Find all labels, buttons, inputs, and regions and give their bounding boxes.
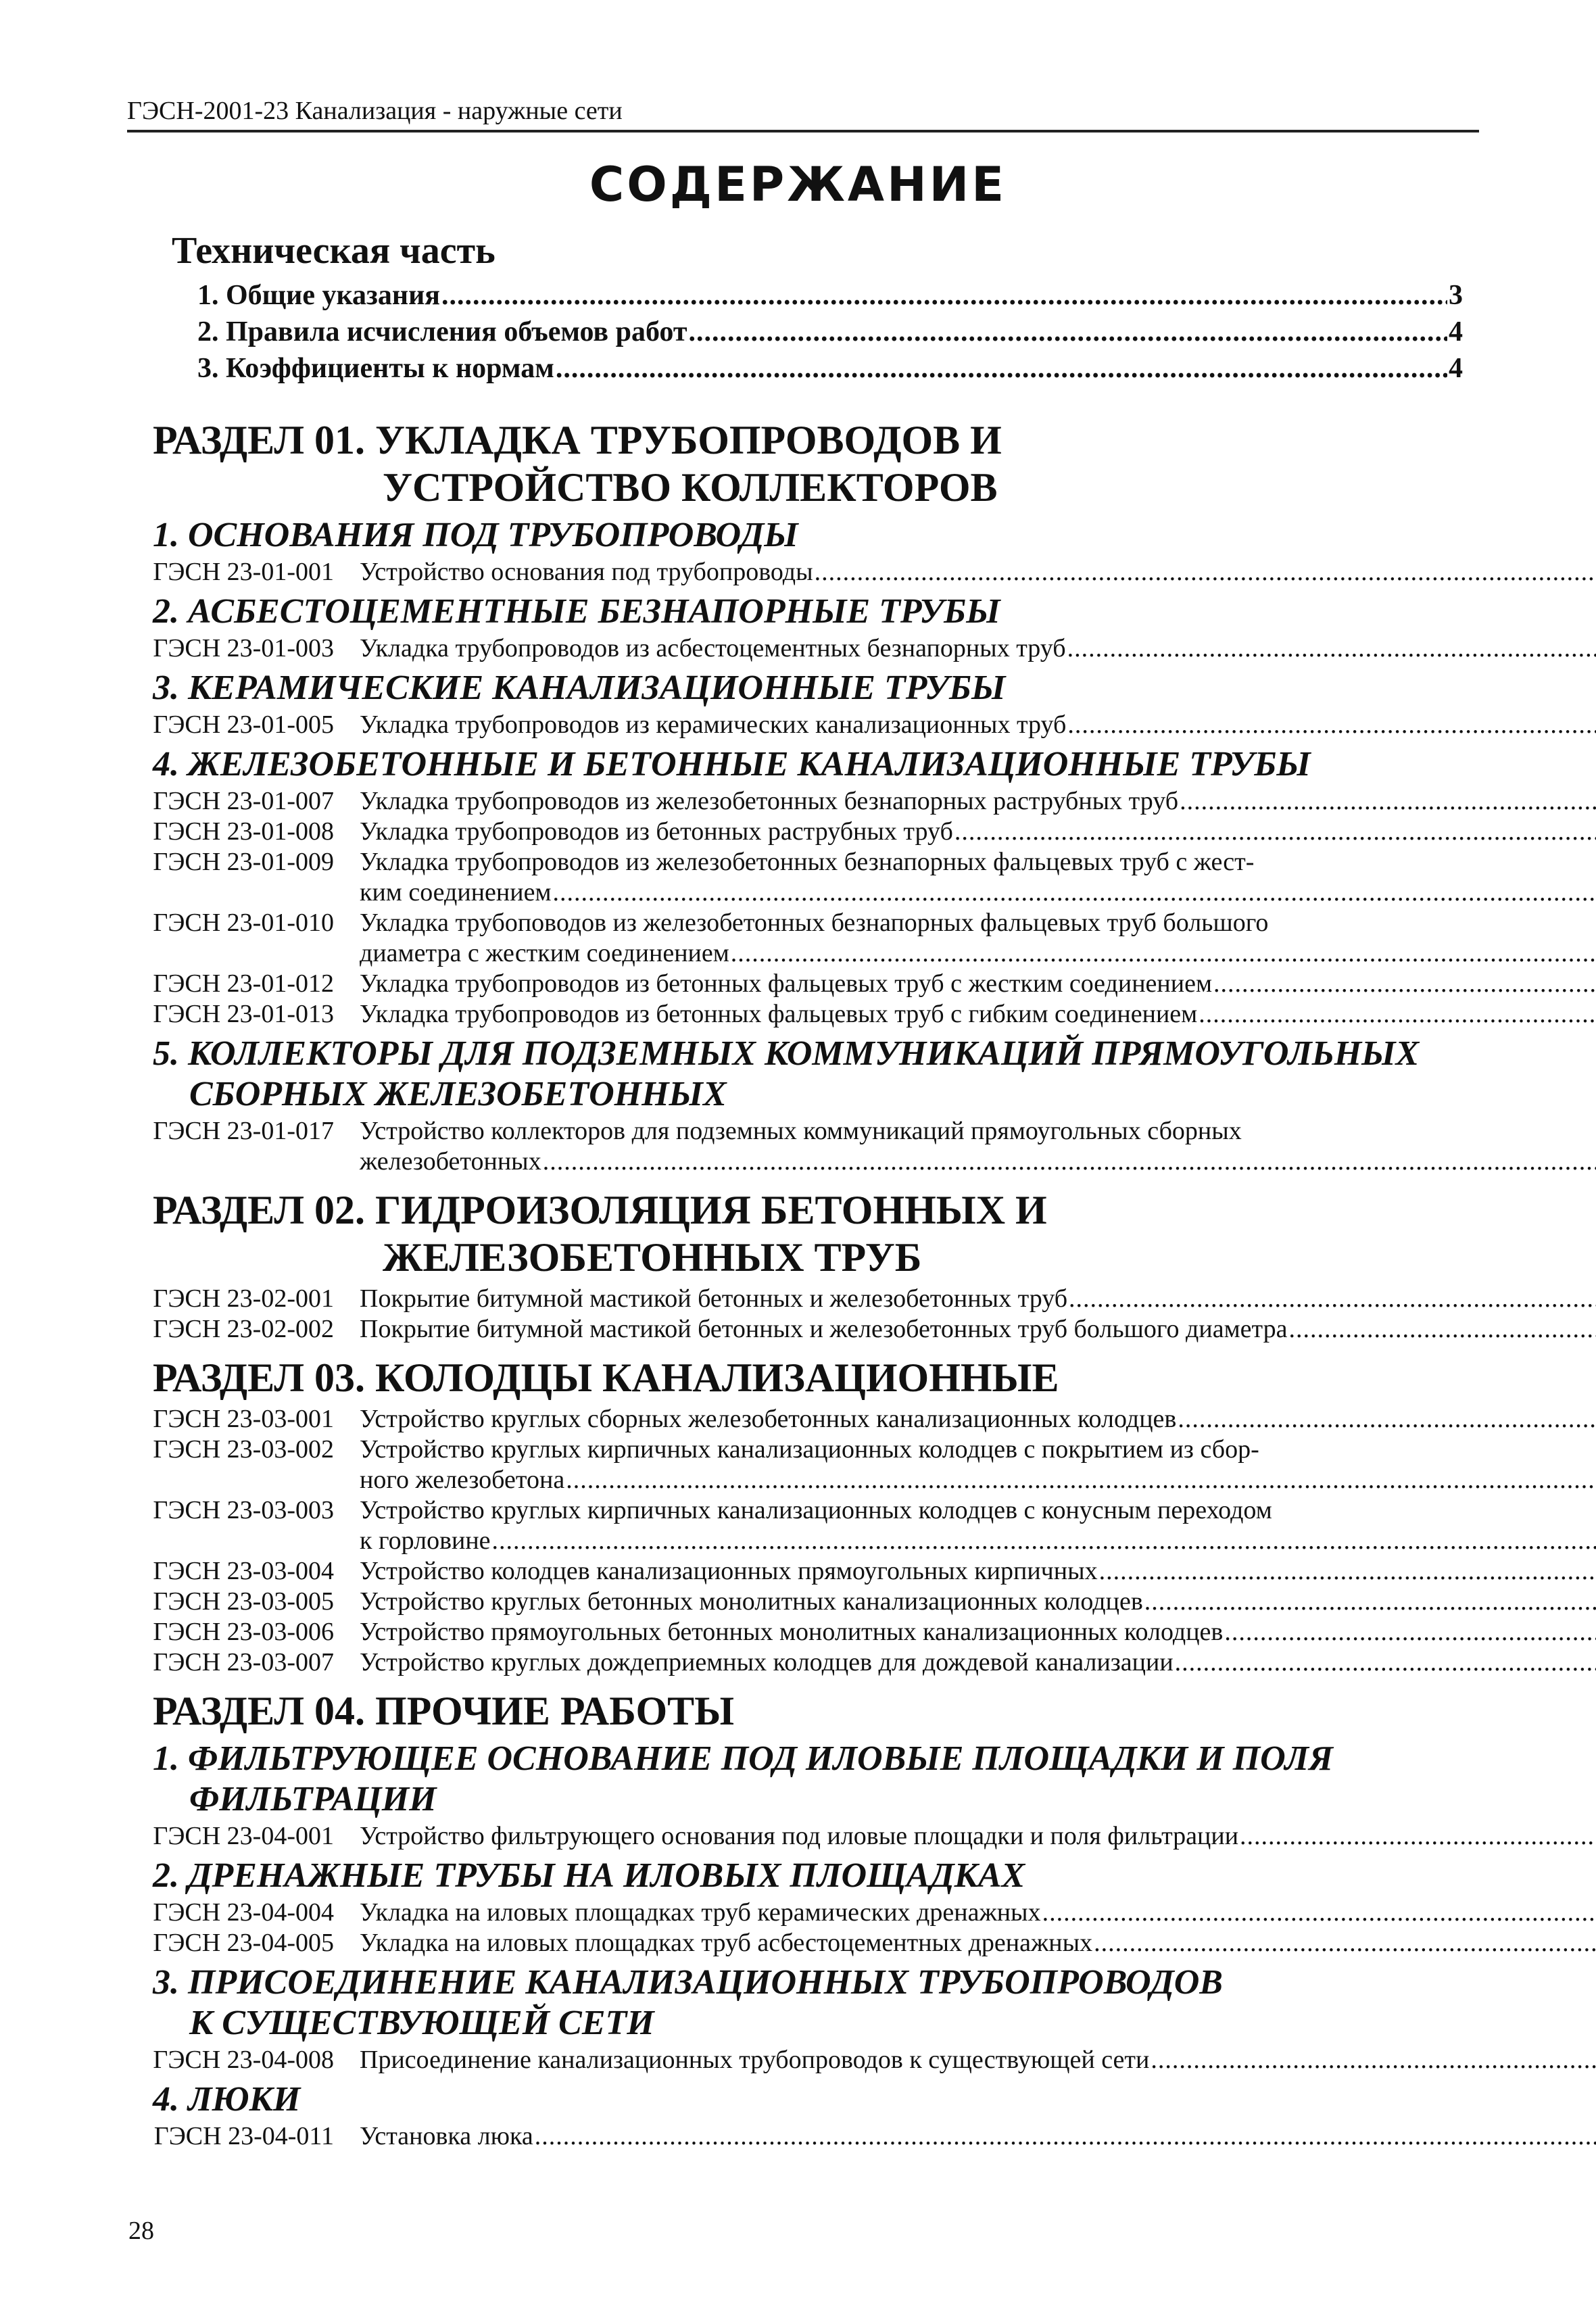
subsection-title: 3. КЕРАМИЧЕСКИЕ КАНАЛИЗАЦИОННЫЕ ТРУБЫ xyxy=(153,669,1006,707)
toc-entry-text: Устройство круглых кирпичных канализационных колодцев с покрытием из сбор- xyxy=(360,1435,1259,1464)
section-title: РАЗДЕЛ 04. ПРОЧИЕ РАБОТЫ xyxy=(153,1689,735,1733)
toc-entry[interactable] xyxy=(153,1928,1463,1958)
toc-entry-text: Устройство прямоугольных бетонных монолитных канализационных колодцев xyxy=(360,1618,1224,1646)
norm-code: ГЭСН 23-04-001 xyxy=(153,1822,334,1850)
toc-entry[interactable] xyxy=(153,2045,1463,2075)
dot-leader xyxy=(1175,1647,1596,1678)
toc-entry[interactable] xyxy=(153,1495,1463,1556)
norm-code: ГЭСН 23-03-003 xyxy=(153,1496,334,1524)
dot-leader xyxy=(492,1526,1596,1556)
toc-entry-text-continued: железобетонных xyxy=(360,1147,541,1176)
subsection-title-line1: 3. ПРИСОЕДИНЕНИЕ КАНАЛИЗАЦИОННЫХ ТРУБОПРОВОДОВ xyxy=(153,1963,1223,2002)
norm-code: ГЭСН 23-03-005 xyxy=(153,1587,334,1616)
dot-leader xyxy=(1042,1898,1596,1928)
toc-entry[interactable] xyxy=(153,1116,1463,1177)
toc-entry[interactable] xyxy=(153,557,1463,587)
toc-entry-text: Укладка трубопроводов из бетонных фальцевых труб с гибким соединением xyxy=(360,1000,1198,1028)
norm-code: ГЭСН 23-01-013 xyxy=(153,1000,334,1028)
toc-entry[interactable] xyxy=(153,1314,1463,1345)
dot-leader xyxy=(1094,1928,1596,1958)
toc-entry[interactable] xyxy=(153,314,1463,350)
section-title xyxy=(153,1186,1463,1281)
toc-entry-text: Устройство круглых кирпичных канализационных колодцев с конусным переходом xyxy=(360,1496,1272,1524)
toc-entry-text: Покрытие битумной мастикой бетонных и железобетонных труб xyxy=(360,1284,1068,1313)
dot-leader xyxy=(688,314,1447,350)
toc-entry[interactable] xyxy=(153,1284,1463,1314)
section-title: РАЗДЕЛ 03. КОЛОДЦЫ КАНАЛИЗАЦИОННЫЕ xyxy=(153,1355,1059,1400)
dot-leader xyxy=(1067,710,1596,740)
norm-code: ГЭСН 23-01-010 xyxy=(153,909,334,937)
norm-code: ГЭСН 23-01-005 xyxy=(153,710,334,739)
norm-code: ГЭСН 23-03-002 xyxy=(153,1435,334,1464)
section-title-line2: УСТРОЙСТВО КОЛЛЕКТОРОВ xyxy=(383,465,998,510)
dot-leader xyxy=(553,877,1596,908)
toc-entry-text: Устройство круглых дождеприемных колодцев для дождевой канализации xyxy=(360,1648,1174,1676)
toc-entry[interactable] xyxy=(153,350,1463,387)
section-title xyxy=(153,416,1463,511)
norm-code: ГЭСН 23-04-004 xyxy=(153,1898,334,1927)
toc-entry[interactable] xyxy=(153,633,1463,664)
dot-leader xyxy=(1069,1284,1596,1314)
norm-code: ГЭСН 23-04-011 xyxy=(153,2122,334,2150)
dot-leader xyxy=(815,557,1596,587)
dot-leader xyxy=(1180,786,1596,817)
dot-leader xyxy=(566,1465,1596,1495)
toc-entry-text: Укладка трубоповодов из железобетонных безнапорных фальцевых труб большого xyxy=(360,909,1269,937)
toc-entry-text: Устройство круглых бетонных монолитных канализационных колодцев xyxy=(360,1587,1143,1616)
subsection-title: 4. ЛЮКИ xyxy=(153,2080,301,2119)
dot-leader xyxy=(954,817,1596,847)
norm-code: ГЭСН 23-04-008 xyxy=(153,2046,334,2074)
toc-entry-text: Устройство круглых сборных железобетонных канализационных колодцев xyxy=(360,1405,1177,1433)
subsection-title xyxy=(153,1962,1463,2044)
norm-code: ГЭСН 23-02-001 xyxy=(153,1284,334,1313)
toc-entry-text: Устройство коллекторов для подземных коммуникаций прямоугольных сборных xyxy=(360,1117,1242,1145)
toc-entry-text: Устройство колодцев канализационных прямоугольных кирпичных xyxy=(360,1557,1098,1585)
toc-entry-text: 1. Общие указания xyxy=(197,280,441,311)
norm-code: ГЭСН 23-01-012 xyxy=(153,969,334,998)
subsection-title-line1: 1. ФИЛЬТРУЮЩЕЕ ОСНОВАНИЕ ПОД ИЛОВЫЕ ПЛОЩАДКИ И ПОЛЯ xyxy=(153,1739,1333,1778)
technical-part-title: Техническая часть xyxy=(172,230,495,272)
dot-leader xyxy=(1288,1314,1596,1345)
subsection-title xyxy=(153,1034,1463,1115)
toc-entry[interactable] xyxy=(153,1898,1463,1928)
toc-entry[interactable] xyxy=(153,1821,1463,1852)
toc-entry-text: Присоединение канализационных трубопроводов к существующей сети xyxy=(360,2046,1150,2074)
toc-entry[interactable] xyxy=(153,908,1463,969)
norm-code: ГЭСН 23-03-006 xyxy=(153,1618,334,1646)
page-number: 28 xyxy=(128,2217,154,2245)
toc-entry[interactable] xyxy=(153,847,1463,908)
subsection-title: 4. ЖЕЛЕЗОБЕТОННЫЕ И БЕТОННЫЕ КАНАЛИЗАЦИОННЫЕ ТРУБЫ xyxy=(153,745,1311,783)
toc-entry-text-continued: ким соединением xyxy=(360,878,552,907)
toc-entry[interactable] xyxy=(153,786,1463,817)
dot-leader xyxy=(1213,969,1596,999)
dot-leader xyxy=(1240,1821,1596,1852)
toc-entry[interactable] xyxy=(153,999,1463,1030)
toc-entry[interactable] xyxy=(153,969,1463,999)
norm-code: ГЭСН 23-04-005 xyxy=(153,1929,334,1957)
dot-leader xyxy=(1067,633,1596,664)
section-title-line2: ЖЕЛЕЗОБЕТОННЫХ ТРУБ xyxy=(383,1235,922,1280)
toc-entry-text-continued: ного железобетона xyxy=(360,1466,565,1494)
norm-code: ГЭСН 23-01-017 xyxy=(153,1117,334,1145)
toc-entry-text: Укладка трубопроводов из бетонных фальцевых труб с жестким соединением xyxy=(360,969,1212,998)
toc-entry[interactable] xyxy=(153,2121,1463,2152)
dot-leader xyxy=(535,2121,1596,2152)
subsection-title-line2: К СУЩЕСТВУЮЩЕЙ СЕТИ xyxy=(189,2004,654,2042)
norm-code: ГЭСН 23-01-003 xyxy=(153,634,334,662)
norm-code: ГЭСН 23-03-004 xyxy=(153,1557,334,1585)
dot-leader xyxy=(731,938,1596,969)
dot-leader xyxy=(1199,999,1596,1030)
subsection-title: 1. ОСНОВАНИЯ ПОД ТРУБОПРОВОДЫ xyxy=(153,516,798,554)
dot-leader xyxy=(556,350,1447,387)
section-title-line1: РАЗДЕЛ 02. ГИДРОИЗОЛЯЦИЯ БЕТОННЫХ И xyxy=(153,1188,1047,1232)
toc-entry-text: Укладка на иловых площадках труб керамических дренажных xyxy=(360,1898,1041,1927)
subsection-title-line1: 5. КОЛЛЕКТОРЫ ДЛЯ ПОДЗЕМНЫХ КОММУНИКАЦИЙ ПРЯМОУГОЛЬНЫХ xyxy=(153,1034,1420,1073)
toc-entry-text: Укладка трубопроводов из бетонных раструбных труб xyxy=(360,817,953,846)
toc-entry-text: Укладка трубопроводов из железобетонных безнапорных фальцевых труб с жест- xyxy=(360,848,1255,876)
dot-leader xyxy=(1151,2045,1596,2075)
norm-code: ГЭСН 23-01-001 xyxy=(153,558,334,586)
toc-entry-text-continued: к горловине xyxy=(360,1526,491,1555)
toc-entry[interactable] xyxy=(153,1617,1463,1647)
toc-entry-text: Укладка трубопроводов из асбестоцементных безнапорных труб xyxy=(360,634,1066,662)
section-title-line1: РАЗДЕЛ 01. УКЛАДКА ТРУБОПРОВОДОВ И xyxy=(153,418,1002,462)
running-header: ГЭСН-2001-23 Канализация - наружные сети xyxy=(127,95,1479,132)
toc-entry-text: 2. Правила исчисления объемов работ xyxy=(197,316,687,347)
toc-entry-text: Устройство основания под трубопроводы xyxy=(360,558,813,586)
dot-leader xyxy=(441,277,1447,314)
norm-code: ГЭСН 23-01-007 xyxy=(153,787,334,815)
toc-entry[interactable] xyxy=(153,710,1463,740)
page-title: СОДЕРЖАНИЕ xyxy=(589,157,1007,212)
table-of-contents xyxy=(153,223,1463,2152)
subsection-title-line2: СБОРНЫХ ЖЕЛЕЗОБЕТОННЫХ xyxy=(189,1075,727,1113)
toc-entry-text: Укладка трубопроводов из керамических канализационных труб xyxy=(360,710,1067,739)
norm-code: ГЭСН 23-01-008 xyxy=(153,817,334,846)
toc-entry-text: Укладка на иловых площадках труб асбестоцементных дренажных xyxy=(360,1929,1093,1957)
toc-entry-page: 4 xyxy=(1449,353,1463,384)
subsection-title-line2: ФИЛЬТРАЦИИ xyxy=(189,1780,437,1818)
toc-entry-text-continued: диаметра с жестким соединением xyxy=(360,939,729,967)
toc-entry[interactable] xyxy=(153,817,1463,847)
subsection-title: 2. ДРЕНАЖНЫЕ ТРУБЫ НА ИЛОВЫХ ПЛОЩАДКАХ xyxy=(153,1856,1025,1895)
dot-leader xyxy=(1224,1617,1596,1647)
toc-entry-text: Установка люка xyxy=(360,2122,533,2150)
toc-entry-page: 3 xyxy=(1449,280,1463,311)
toc-entry-text: Покрытие битумной мастикой бетонных и железобетонных труб большого диаметра xyxy=(360,1315,1288,1343)
toc-entry[interactable] xyxy=(153,1556,1463,1587)
norm-code: ГЭСН 23-01-009 xyxy=(153,848,334,876)
toc-entry[interactable] xyxy=(153,1587,1463,1617)
subsection-title xyxy=(153,1739,1463,1820)
toc-entry[interactable] xyxy=(153,1647,1463,1678)
toc-entry-text: 3. Коэффициенты к нормам xyxy=(197,353,554,384)
dot-leader xyxy=(543,1147,1596,1177)
norm-code: ГЭСН 23-03-001 xyxy=(153,1405,334,1433)
norm-code: ГЭСН 23-03-007 xyxy=(153,1648,334,1676)
toc-entry-page: 4 xyxy=(1449,316,1463,347)
subsection-title: 2. АСБЕСТОЦЕМЕНТНЫЕ БЕЗНАПОРНЫЕ ТРУБЫ xyxy=(153,592,1000,631)
toc-entry[interactable] xyxy=(153,1404,1463,1434)
toc-entry-text: Укладка трубопроводов из железобетонных безнапорных раструбных труб xyxy=(360,787,1179,815)
dot-leader xyxy=(1144,1587,1596,1617)
toc-entry-text: Устройство фильтрующего основания под иловые площадки и поля фильтрации xyxy=(360,1822,1239,1850)
toc-entry[interactable] xyxy=(153,277,1463,314)
dot-leader xyxy=(1099,1556,1596,1587)
dot-leader xyxy=(1178,1404,1596,1434)
toc-entry[interactable] xyxy=(153,1434,1463,1495)
norm-code: ГЭСН 23-02-002 xyxy=(153,1315,334,1343)
